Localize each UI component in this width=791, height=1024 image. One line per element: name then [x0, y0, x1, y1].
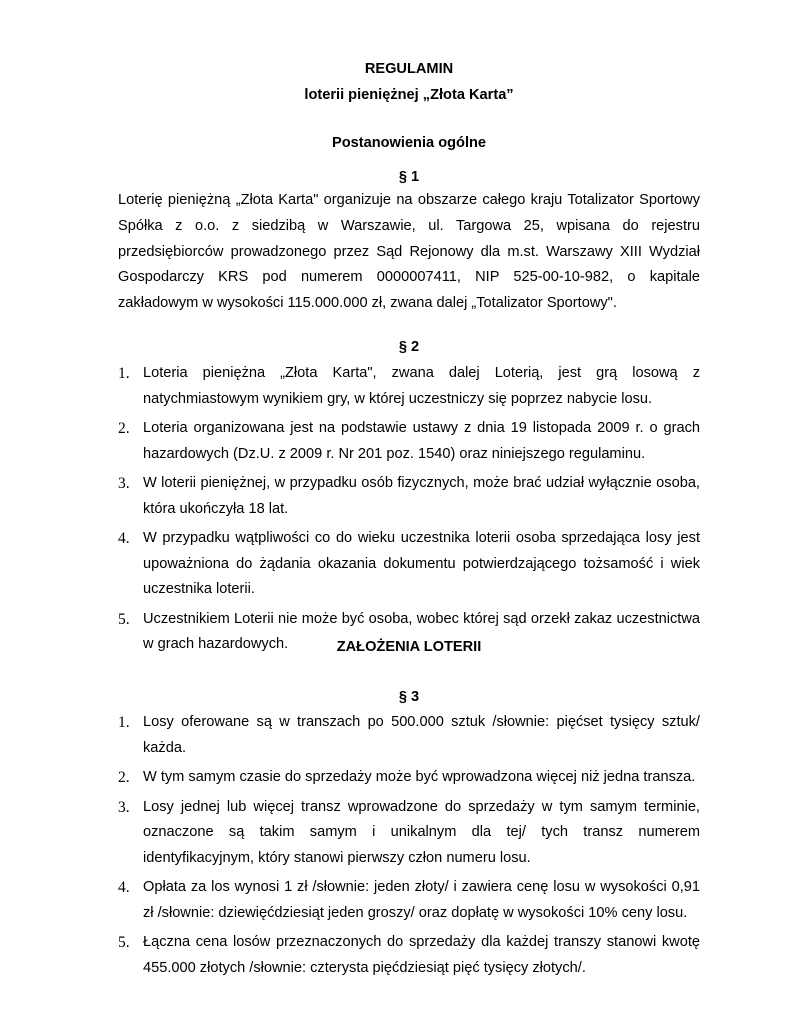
list-item — [118, 361, 700, 412]
list-item-number: 2. — [118, 769, 130, 786]
list-item — [118, 416, 700, 467]
list-item — [118, 471, 700, 522]
document-subtitle: loterii pieniężnej „Złota Karta” — [304, 87, 514, 103]
list-item — [118, 526, 700, 603]
list-item-number: 4. — [118, 530, 130, 547]
list-item — [118, 795, 700, 872]
section-heading-general: Postanowienia ogólne — [331, 135, 487, 151]
paragraph-mark-1: § 1 — [398, 169, 420, 185]
list-item-text: Losy oferowane są w transzach po 500.000 sztuk /słownie: pięćset tysięcy sztuk/ każda. — [143, 714, 700, 756]
list-item-text: W loterii pieniężnej, w przypadku osób fizycznych, może brać udział wyłącznie osoba, która ukończyła 18 lat. — [143, 475, 700, 517]
list-item-number: 5. — [118, 934, 130, 951]
section-heading-assumptions: ZAŁOŻENIA LOTERII — [336, 639, 482, 655]
list-item-text: Opłata za los wynosi 1 zł /słownie: jeden złoty/ i zawiera cenę losu w wysokości 0,91 zł /słownie: dziewięćdziesiąt jeden groszy/ oraz dopłatę w wysokości 10% ceny losu. — [143, 879, 700, 921]
list-item-text: Uczestnikiem Loterii nie może być osoba, wobec której sąd orzekł zakaz uczestnictwa w grach hazardowych. — [143, 610, 700, 652]
paragraph-mark-2: § 2 — [398, 339, 420, 355]
document-title: REGULAMIN — [364, 61, 454, 77]
list-item-number: 1. — [118, 365, 130, 382]
list-item-text: W tym samym czasie do sprzedaży może być wprowadzona więcej niż jedna transza. — [143, 769, 696, 785]
paragraph-mark-3: § 3 — [398, 689, 420, 705]
list-item — [118, 875, 700, 926]
list-item — [118, 710, 700, 761]
list-item-number: 2. — [118, 420, 130, 437]
list-item-number: 3. — [118, 798, 130, 816]
list-item-text: Łączna cena losów przeznaczonych do sprzedaży dla każdej transzy stanowi kwotę 455.000 złotych /słownie: czterysta pięćdziesiąt pięć tysięcy złotych/. — [143, 934, 700, 976]
list-item-number: 3. — [118, 475, 130, 492]
list-item — [118, 765, 700, 791]
list-item-number: 4. — [118, 879, 130, 896]
list-item-text: Loteria organizowana jest na podstawie ustawy z dnia 19 listopada 2009 r. o grach hazardowych (Dz.U. z 2009 r. Nr 201 poz. 1540) oraz niniejszego regulaminu. — [143, 420, 700, 462]
list-item-number: 5. — [118, 610, 130, 628]
list-item — [118, 930, 700, 981]
paragraph-1-text: Loterię pieniężną „Złota Karta" organizuje na obszarze całego kraju Totalizator Sportowy Spółka z o.o. z siedzibą w Warszawie, ul. Targowa 25, wpisana do rejestru przedsiębiorców prowadzonego przez Sąd Rejonowy dla m.st. Warszawy XIII Wydział Gospodarczy KRS pod numerem 0000007411, NIP 525-00-10-982, o kapitale zakładowym w wysokości 115.000.000 zł, zwana dalej „Totalizator Sportowy". — [118, 192, 700, 312]
list-item-number: 1. — [118, 714, 130, 731]
list-item-text: Losy jednej lub więcej transz wprowadzone do sprzedaży w tym samym terminie, oznaczone są takim samym i unikalnym dla tej/ tych transz numerem identyfikacyjnym, który stanowi pierwszy człon numeru losu. — [143, 798, 700, 866]
list-item-text: Loteria pieniężna „Złota Karta", zwana dalej Loterią, jest grą losową z natychmiastowym wynikiem gry, w której uczestniczy się poprzez nabycie losu. — [143, 365, 700, 407]
list-item-text: W przypadku wątpliwości co do wieku uczestnika loterii osoba sprzedająca losy jest upoważniona do żądania okazania dokumentu potwierdzającego tożsamość i wiek uczestnika loterii. — [143, 530, 700, 597]
paragraph-3-list — [118, 710, 700, 985]
paragraph-2-list — [118, 361, 700, 662]
